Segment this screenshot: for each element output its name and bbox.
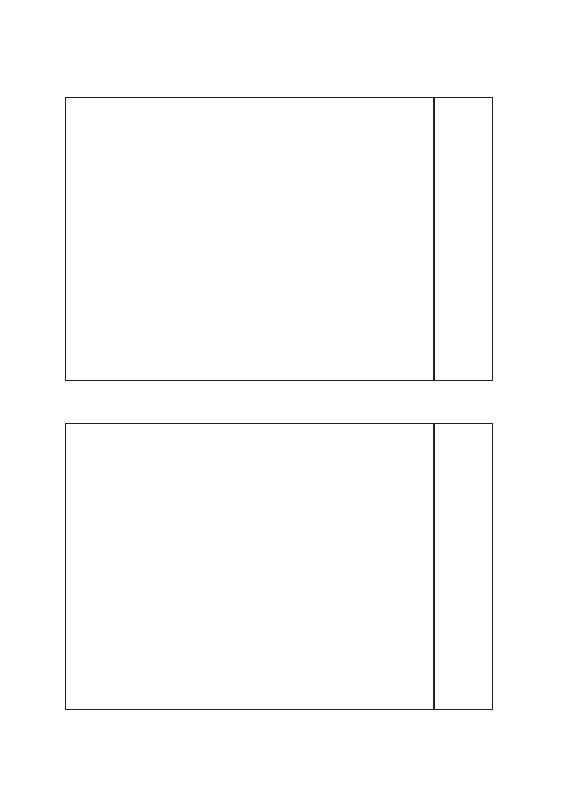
figure2-chart xyxy=(66,424,434,709)
figure1-frame xyxy=(65,97,435,381)
figure1-chart xyxy=(66,98,434,380)
figure2-frame xyxy=(65,423,435,710)
figure1-sidebar xyxy=(433,97,493,381)
figure2-sidebar xyxy=(433,423,493,710)
